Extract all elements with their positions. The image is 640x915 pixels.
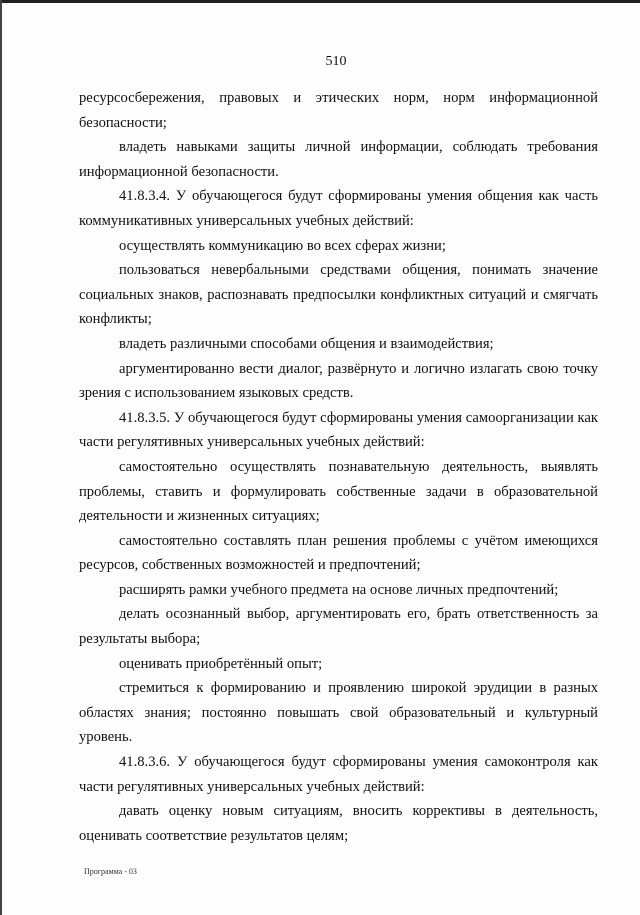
paragraph: оценивать приобретённый опыт; [119,655,323,672]
paragraph: аргументированно вести диалог, развёрнуто и логично излагать свою точку зрения с использованием языковых средств. [79,360,598,402]
paragraph: владеть различными способами общения и взаимодействия; [119,335,494,352]
paragraph: делать осознанный выбор, аргументировать его, брать ответственность за результаты выбора; [79,606,598,648]
paragraph: 41.8.3.5. У обучающегося будут сформированы умения самоорганизации как части регулятивных универсальных учебных действий: [79,409,598,451]
page-number: 510 [325,54,347,69]
scan-edge-left [0,0,2,915]
paragraph: ресурсосбережения, правовых и этических норм, норм информационной безопасности; [79,90,598,131]
paragraph: 41.8.3.4. У обучающегося будут сформированы умения общения как часть коммуникативных универсальных учебных действий: [79,188,598,229]
paragraph: расширять рамки учебного предмета на основе личных предпочтений; [119,581,559,598]
scan-edge-top [0,0,640,3]
paragraph: самостоятельно осуществлять познавательную деятельность, выявлять проблемы, ставить и формулировать собственные задачи в образовательной деятельности и жизненных ситуациях; [79,458,598,525]
paragraph: владеть навыками защиты личной информации, соблюдать требования информационной безопасности. [79,139,598,180]
paragraph: 41.8.3.6. У обучающегося будут сформированы умения самоконтроля как части регулятивных универсальных учебных действий: [79,754,598,795]
paragraph: пользоваться невербальными средствами общения, понимать значение социальных знаков, распознавать предпосылки конфликтных ситуаций и смягчать конфликты; [79,262,598,328]
paragraph: стремиться к формированию и проявлению широкой эрудиции в разных областях знания; постоянно повышать свой образовательный и культурный уровень. [79,680,598,746]
footer-note: Программа - 03 [84,867,137,876]
paragraph: осуществлять коммуникацию во всех сферах жизни; [119,237,446,254]
paragraph: самостоятельно составлять план решения проблемы с учётом имеющихся ресурсов, собственных возможностей и предпочтений; [79,532,598,574]
paragraph: давать оценку новым ситуациям, вносить коррективы в деятельность, оценивать соответствие результатов целям; [79,803,598,844]
document-body [79,86,598,848]
